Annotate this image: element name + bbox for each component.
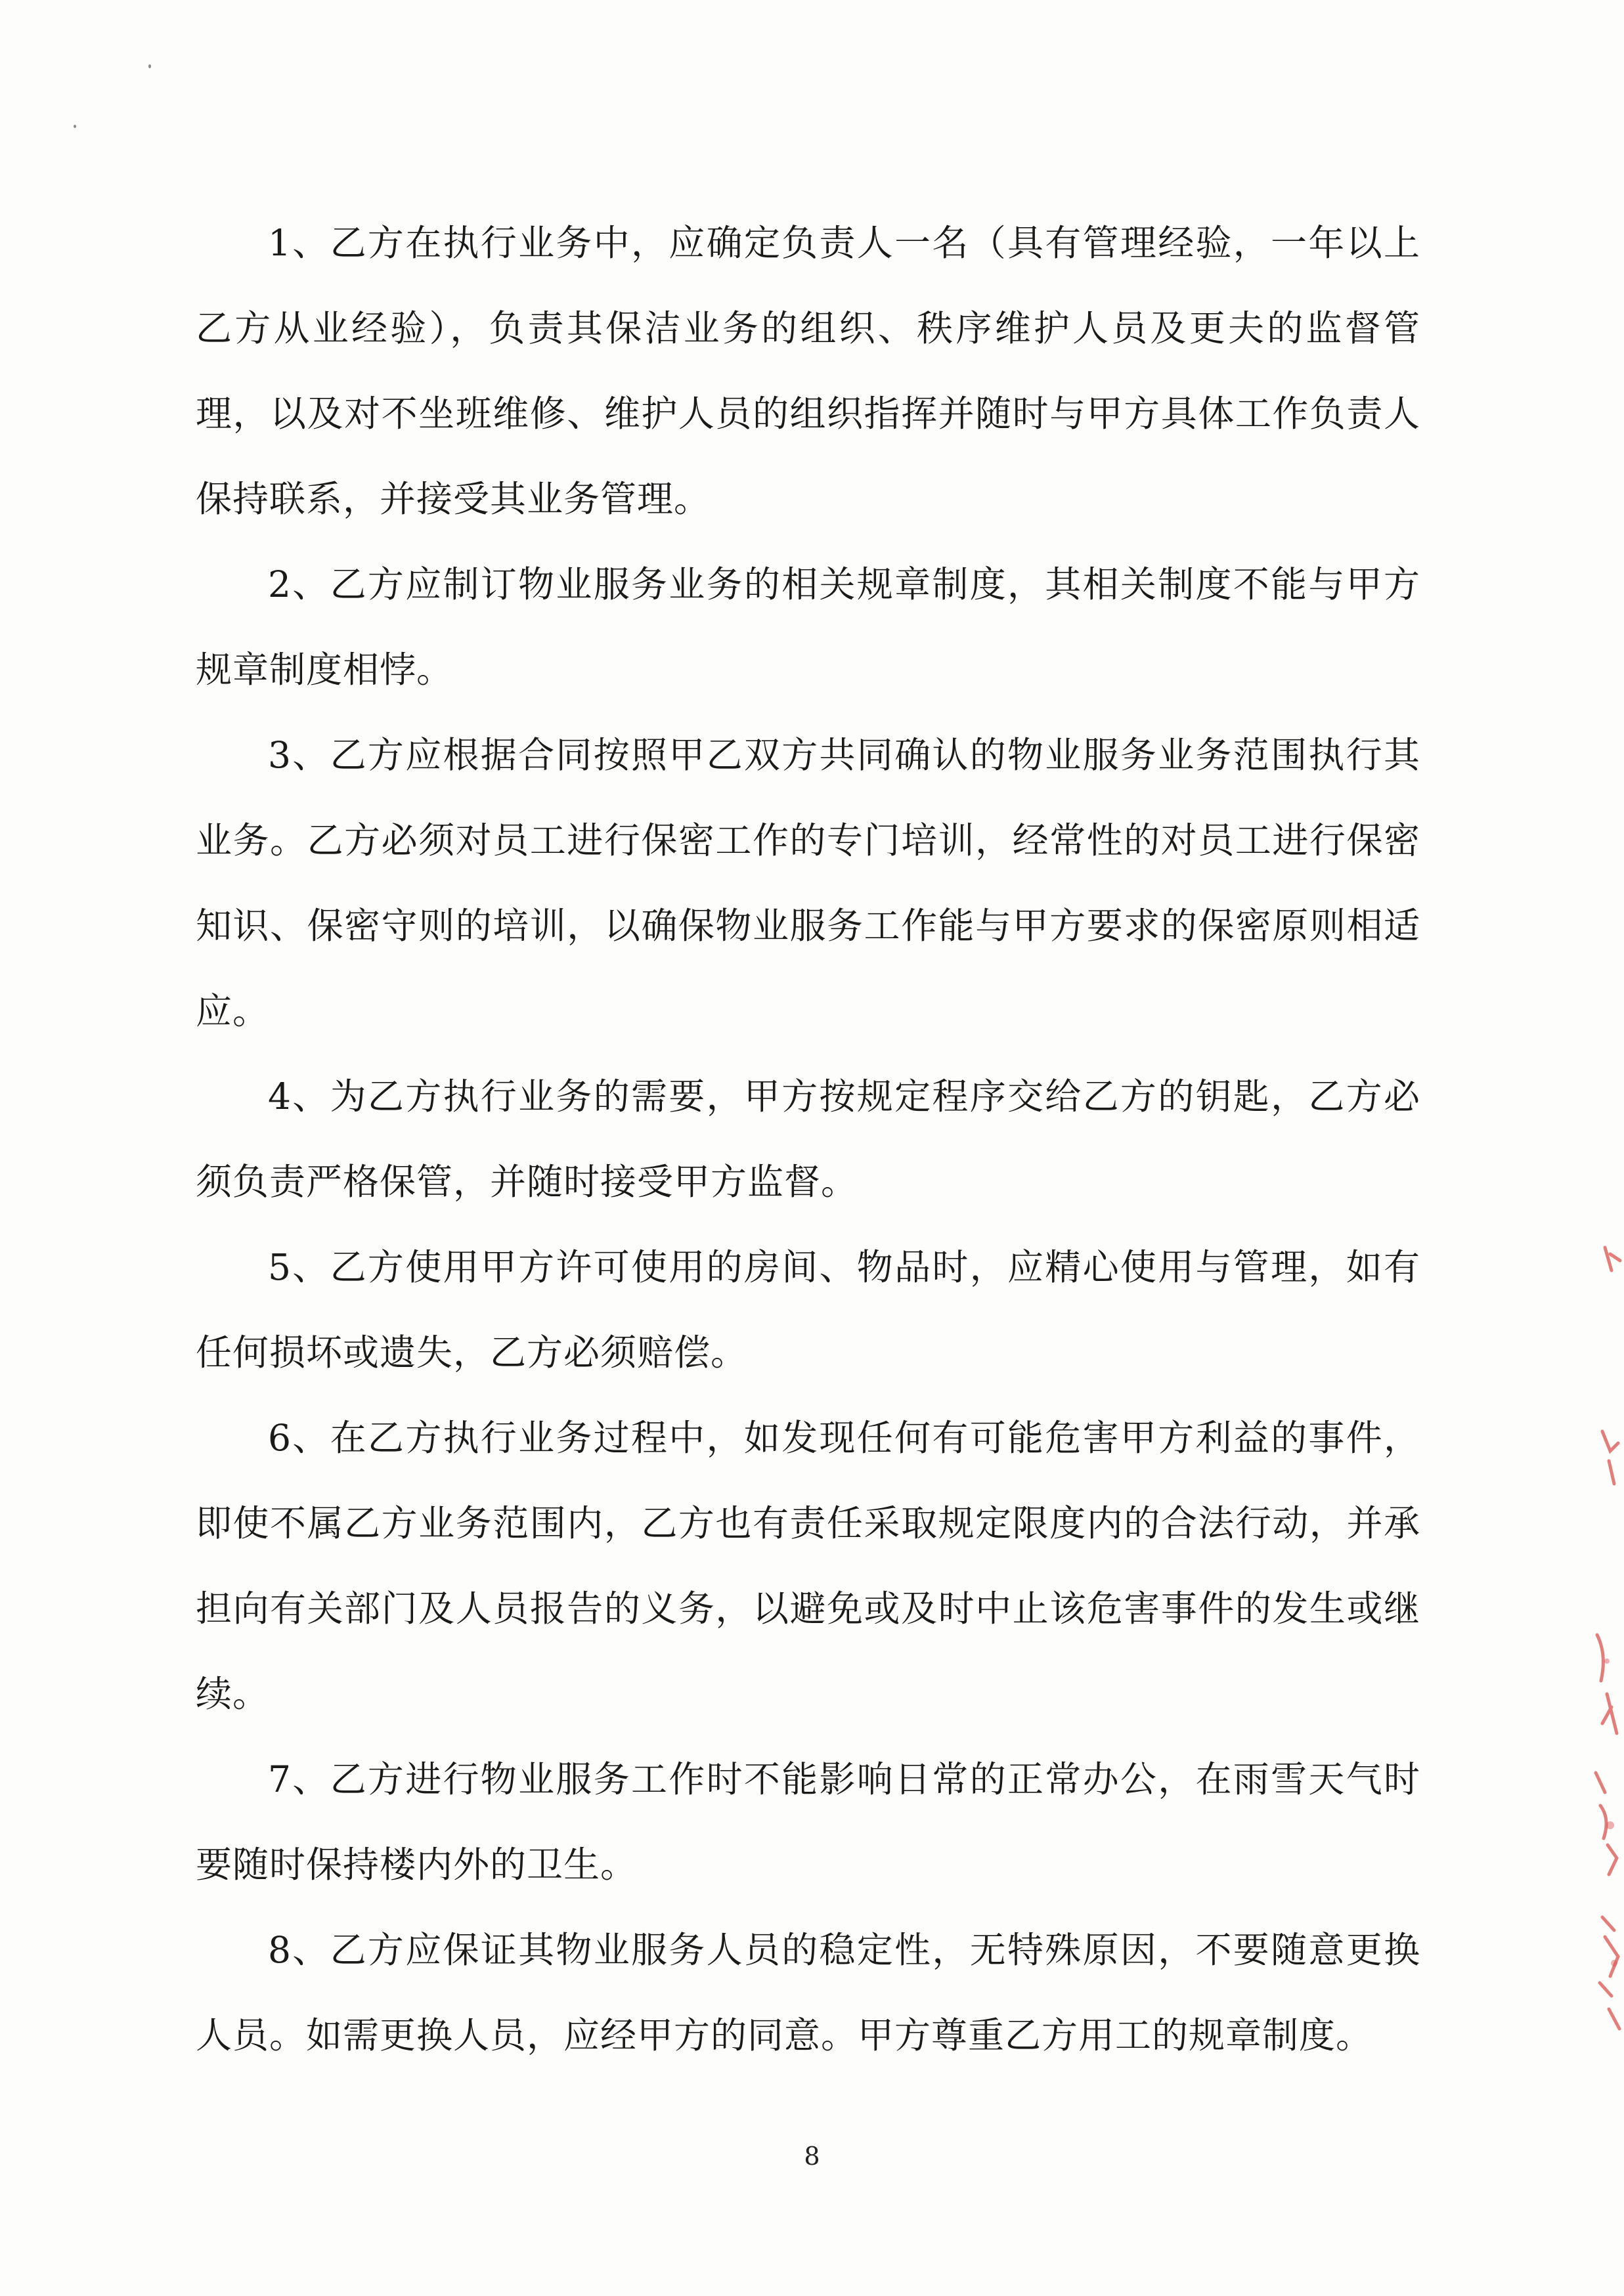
page-number: 8	[804, 2142, 820, 2171]
document-body	[196, 200, 1420, 2078]
scan-speck	[74, 125, 76, 128]
clause-1: 1、乙方在执行业务中，应确定负责人一名（具有管理经验，一年以上乙方从业经验），负责其保洁业务的组织、秩序维护人员及更夫的监督管理，以及对不坐班维修、维护人员的组织指挥并随时与甲方具体工作负责人保持联系，并接受其业务管理。	[196, 222, 1420, 520]
clause-8: 8、乙方应保证其物业服务人员的稳定性，无特殊原因，不要随意更换人员。如需更换人员，应经甲方的同意。甲方尊重乙方用工的规章制度。	[196, 1929, 1420, 2056]
clause-3: 3、乙方应根据合同按照甲乙双方共同确认的物业服务业务范围执行其业务。乙方必须对员工进行保密工作的专门培训，经常性的对员工进行保密知识、保密守则的培训，以确保物业服务工作能与甲方要求的保密原则相适应。	[196, 734, 1420, 1032]
clause-4: 4、为乙方执行业务的需要，甲方按规定程序交给乙方的钥匙，乙方必须负责严格保管，并随时接受甲方监督。	[196, 1075, 1420, 1203]
clause-6: 6、在乙方执行业务过程中，如发现任何有可能危害甲方利益的事件，即使不属乙方业务范围内，乙方也有责任采取规定限度内的合法行动，并承担向有关部门及人员报告的义务，以避免或及时中止该危害事件的发生或继续。	[196, 1417, 1420, 1715]
clause-7: 7、乙方进行物业服务工作时不能影响日常的正常办公，在雨雪天气时要随时保持楼内外的卫生。	[196, 1758, 1420, 1886]
clause-2: 2、乙方应制订物业服务业务的相关规章制度，其相关制度不能与甲方规章制度相悖。	[196, 563, 1420, 691]
clause-5: 5、乙方使用甲方许可使用的房间、物品时，应精心使用与管理，如有任何损坏或遗失，乙方必须赔偿。	[196, 1246, 1420, 1374]
scan-speck	[148, 64, 151, 68]
seal-stamp-edge	[1571, 1234, 1624, 2101]
